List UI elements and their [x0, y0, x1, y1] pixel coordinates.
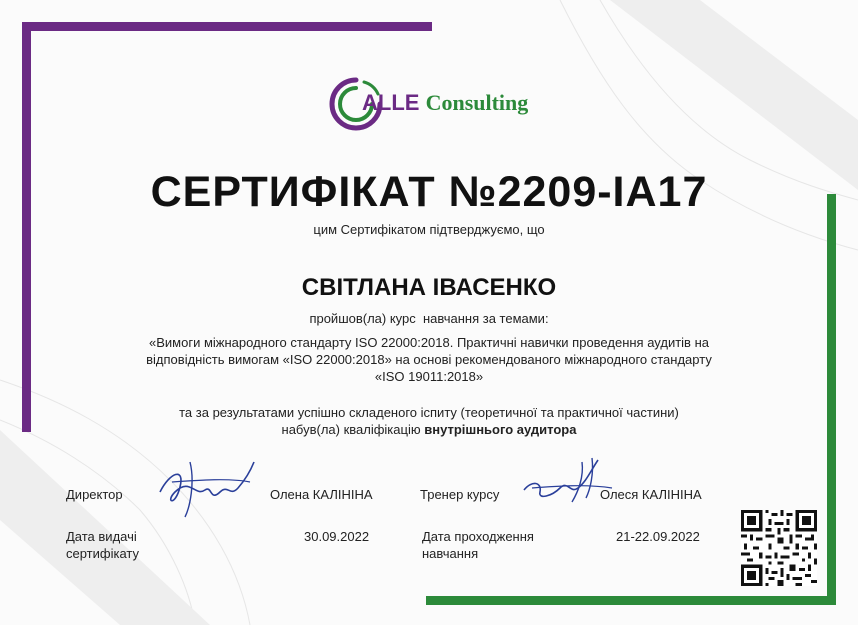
- director-signature: [150, 452, 260, 522]
- qualification-title: внутрішнього аудитора: [424, 422, 577, 437]
- issue-date-label-line1: Дата видачі: [66, 529, 137, 544]
- result-line-1: та за результатами успішно складеного іспиту (теоретичної та практичної частини): [179, 405, 679, 420]
- logo-brand-text: ALLE: [362, 90, 420, 115]
- frame-top-bar: [22, 22, 432, 31]
- logo-suffix-text: Consulting: [425, 90, 529, 115]
- frame-right-bar: [827, 194, 836, 604]
- certificate-title: СЕРТИФІКАТ №2209-IA17: [150, 168, 708, 216]
- trainer-label: Тренер курсу: [420, 487, 500, 502]
- trainer-signature: [512, 452, 622, 512]
- qr-code: [741, 510, 817, 586]
- training-date-label-line2: навчання: [422, 546, 479, 561]
- training-date-label: [422, 528, 534, 562]
- passed-course-text: пройшов(ла) курс навчання за темами:: [309, 311, 549, 326]
- issue-date-label: [66, 528, 139, 562]
- certificate-subtitle: цим Сертифікатом підтверджуємо, що: [313, 222, 545, 237]
- issue-date-value: 30.09.2022: [304, 529, 370, 544]
- trainer-name: Олеся КАЛІНІНА: [600, 487, 702, 502]
- result-line-2: [0, 421, 858, 438]
- qualification-prefix: набув(ла) кваліфікацію: [281, 422, 425, 437]
- result-statement: [0, 404, 858, 438]
- director-label: Директор: [66, 487, 123, 502]
- training-date-label-line1: Дата проходження: [422, 529, 534, 544]
- training-date-value: 21-22.09.2022: [616, 529, 700, 544]
- recipient-name: СВІТЛАНА ІВАСЕНКО: [301, 274, 557, 301]
- issue-date-label-line2: сертифікату: [66, 546, 139, 561]
- director-name: Олена КАЛІНІНА: [270, 487, 373, 502]
- frame-bottom-bar: [426, 596, 836, 605]
- company-logo: [326, 74, 546, 134]
- course-topic: «Вимоги міжнародного стандарту ISO 22000:2018. Практичні навички проведення аудитів на відповідність вимогам «ISO 22000:2018» на основі рекомендованого міжнародного стандарту «ISO 19011:2018»: [146, 335, 712, 384]
